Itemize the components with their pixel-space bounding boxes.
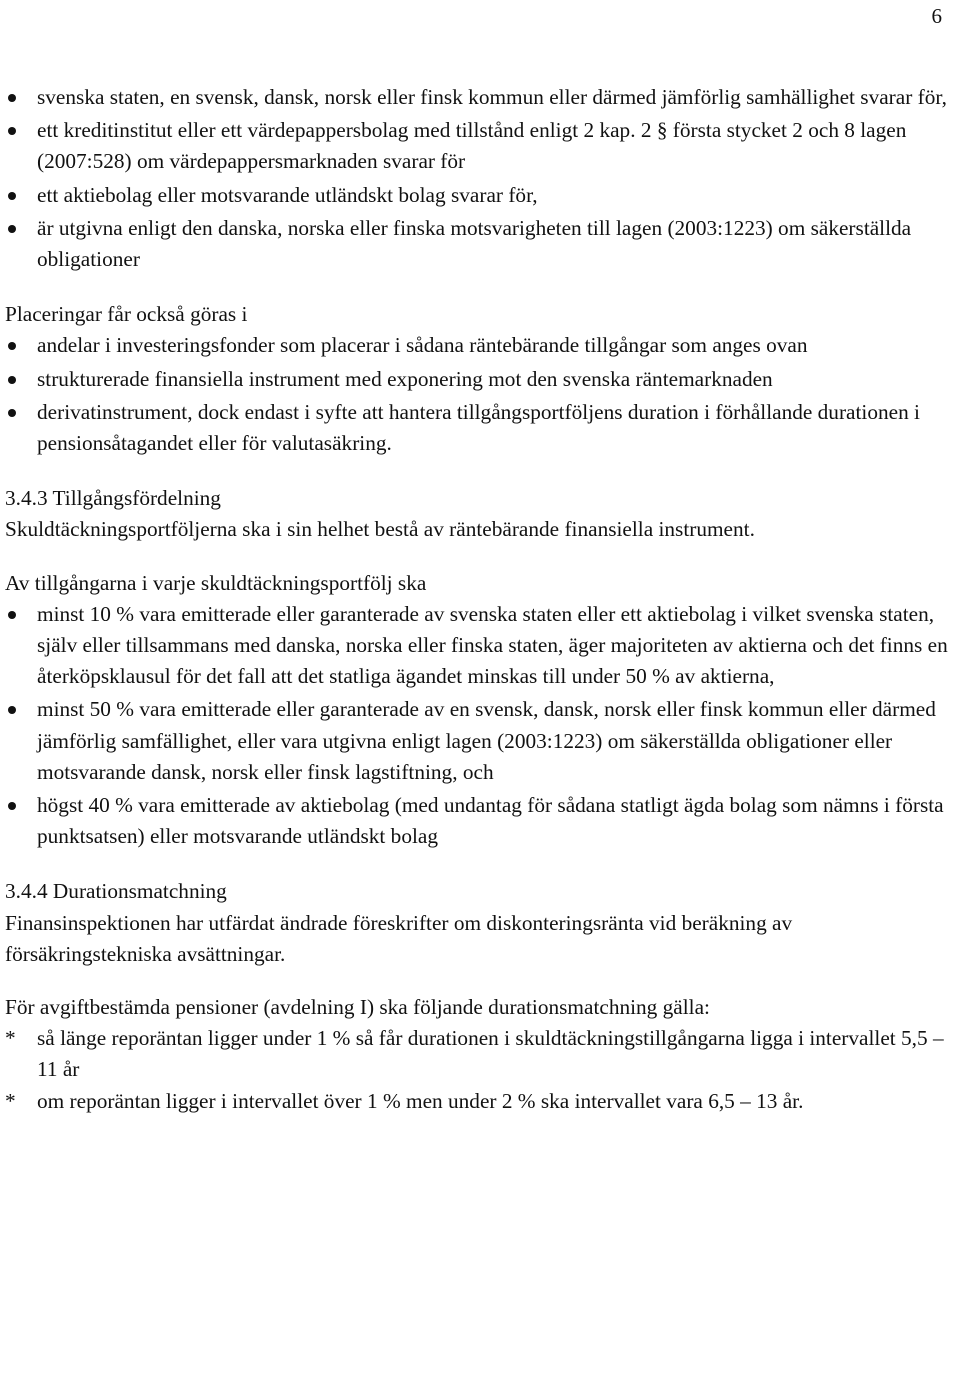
bullet-icon (8, 225, 16, 233)
star-list-duration (5, 1023, 955, 1117)
placeringar-intro: Placeringar får också göras i (5, 302, 248, 327)
list-item: svenska staten, en svensk, dansk, norsk eller finsk kommun eller därmed jämförlig samhällighet svarar för, (5, 82, 955, 113)
bullet-icon (8, 376, 16, 384)
bullet-icon (8, 94, 16, 102)
avgift-intro: För avgiftbestämda pensioner (avdelning I) ska följande durationsmatchning gälla: (5, 995, 710, 1020)
bullet-icon (8, 409, 16, 417)
bullet-icon (8, 192, 16, 200)
tillgangarna-intro: Av tillgångarna i varje skuldtäckningsportfölj ska (5, 570, 427, 595)
bullet-icon (8, 342, 16, 350)
list-item: * om reporäntan ligger i intervallet över 1 % men under 2 % ska intervallet vara 6,5 – 13 år. (5, 1086, 955, 1117)
list-item: strukturerade finansiella instrument med exponering mot den svenska räntemarknaden (5, 364, 955, 395)
list-item: högst 40 % vara emitterade av aktiebolag (med undantag för sådana statligt ägda bolag som nämns i första punktsatsen) eller motsvarande utländskt bolag (5, 790, 955, 852)
bullet-icon (8, 706, 16, 714)
section-text-344: Finansinspektionen har utfärdat ändrade föreskrifter om diskonteringsränta vid beräkning av försäkringstekniska avsättningar. (5, 910, 793, 966)
bullet-list-placeringar (5, 330, 955, 459)
asterisk-icon: * (5, 1088, 16, 1113)
list-item: är utgivna enligt den danska, norska eller finska motsvarigheten till lagen (2003:1223) om säkerställda obligationer (5, 213, 955, 275)
list-item: derivatinstrument, dock endast i syfte att hantera tillgångsportföljens duration i förhållande durationen i pensionsåtagandet eller för valutasäkring. (5, 397, 955, 459)
list-item: minst 50 % vara emitterade eller garanterade av en svensk, dansk, norsk eller finsk kommun eller därmed jämförlig samfällighet, eller vara utgivna enligt lagen (2003:1223) om säkerställda obligationer eller motsvarande dansk, norsk eller finsk lagstiftning, och (5, 694, 955, 788)
list-item: * så länge reporäntan ligger under 1 % så får durationen i skuldtäckningstillgångarna ligga i intervallet 5,5 – 11 år (5, 1023, 955, 1085)
bullet-icon (8, 127, 16, 135)
section-text-343: Skuldtäckningsportföljerna ska i sin helhet bestå av räntebärande finansiella instrument. (5, 517, 755, 542)
page-number: 6 (931, 4, 942, 28)
bullet-list-tillgangar (5, 599, 955, 853)
list-item: ett kreditinstitut eller ett värdepappersbolag med tillstånd enligt 2 kap. 2 § första stycket 2 och 8 lagen (2007:528) om värdepappersmarknaden svarar för (5, 115, 955, 177)
bullet-icon (8, 611, 16, 619)
list-item: minst 10 % vara emitterade eller garanterade av svenska staten eller ett aktiebolag i vilket svenska staten, själv eller tillsammans med danska, norska eller finska staten, äger majoriteten av aktierna och det finns en återköpsklausul för det fall att det statliga ägandet minskas till under 50 % av aktierna, (5, 599, 955, 693)
document-body (5, 82, 955, 1117)
bullet-icon (8, 802, 16, 810)
bullet-list-counterparties (5, 82, 955, 275)
list-item: ett aktiebolag eller motsvarande utländskt bolag svarar för, (5, 180, 955, 211)
section-heading-344: 3.4.4 Durationsmatchning (5, 879, 227, 904)
asterisk-icon: * (5, 1026, 16, 1051)
section-heading-343: 3.4.3 Tillgångsfördelning (5, 486, 221, 511)
list-item: andelar i investeringsfonder som placerar i sådana räntebärande tillgångar som anges ovan (5, 330, 955, 361)
